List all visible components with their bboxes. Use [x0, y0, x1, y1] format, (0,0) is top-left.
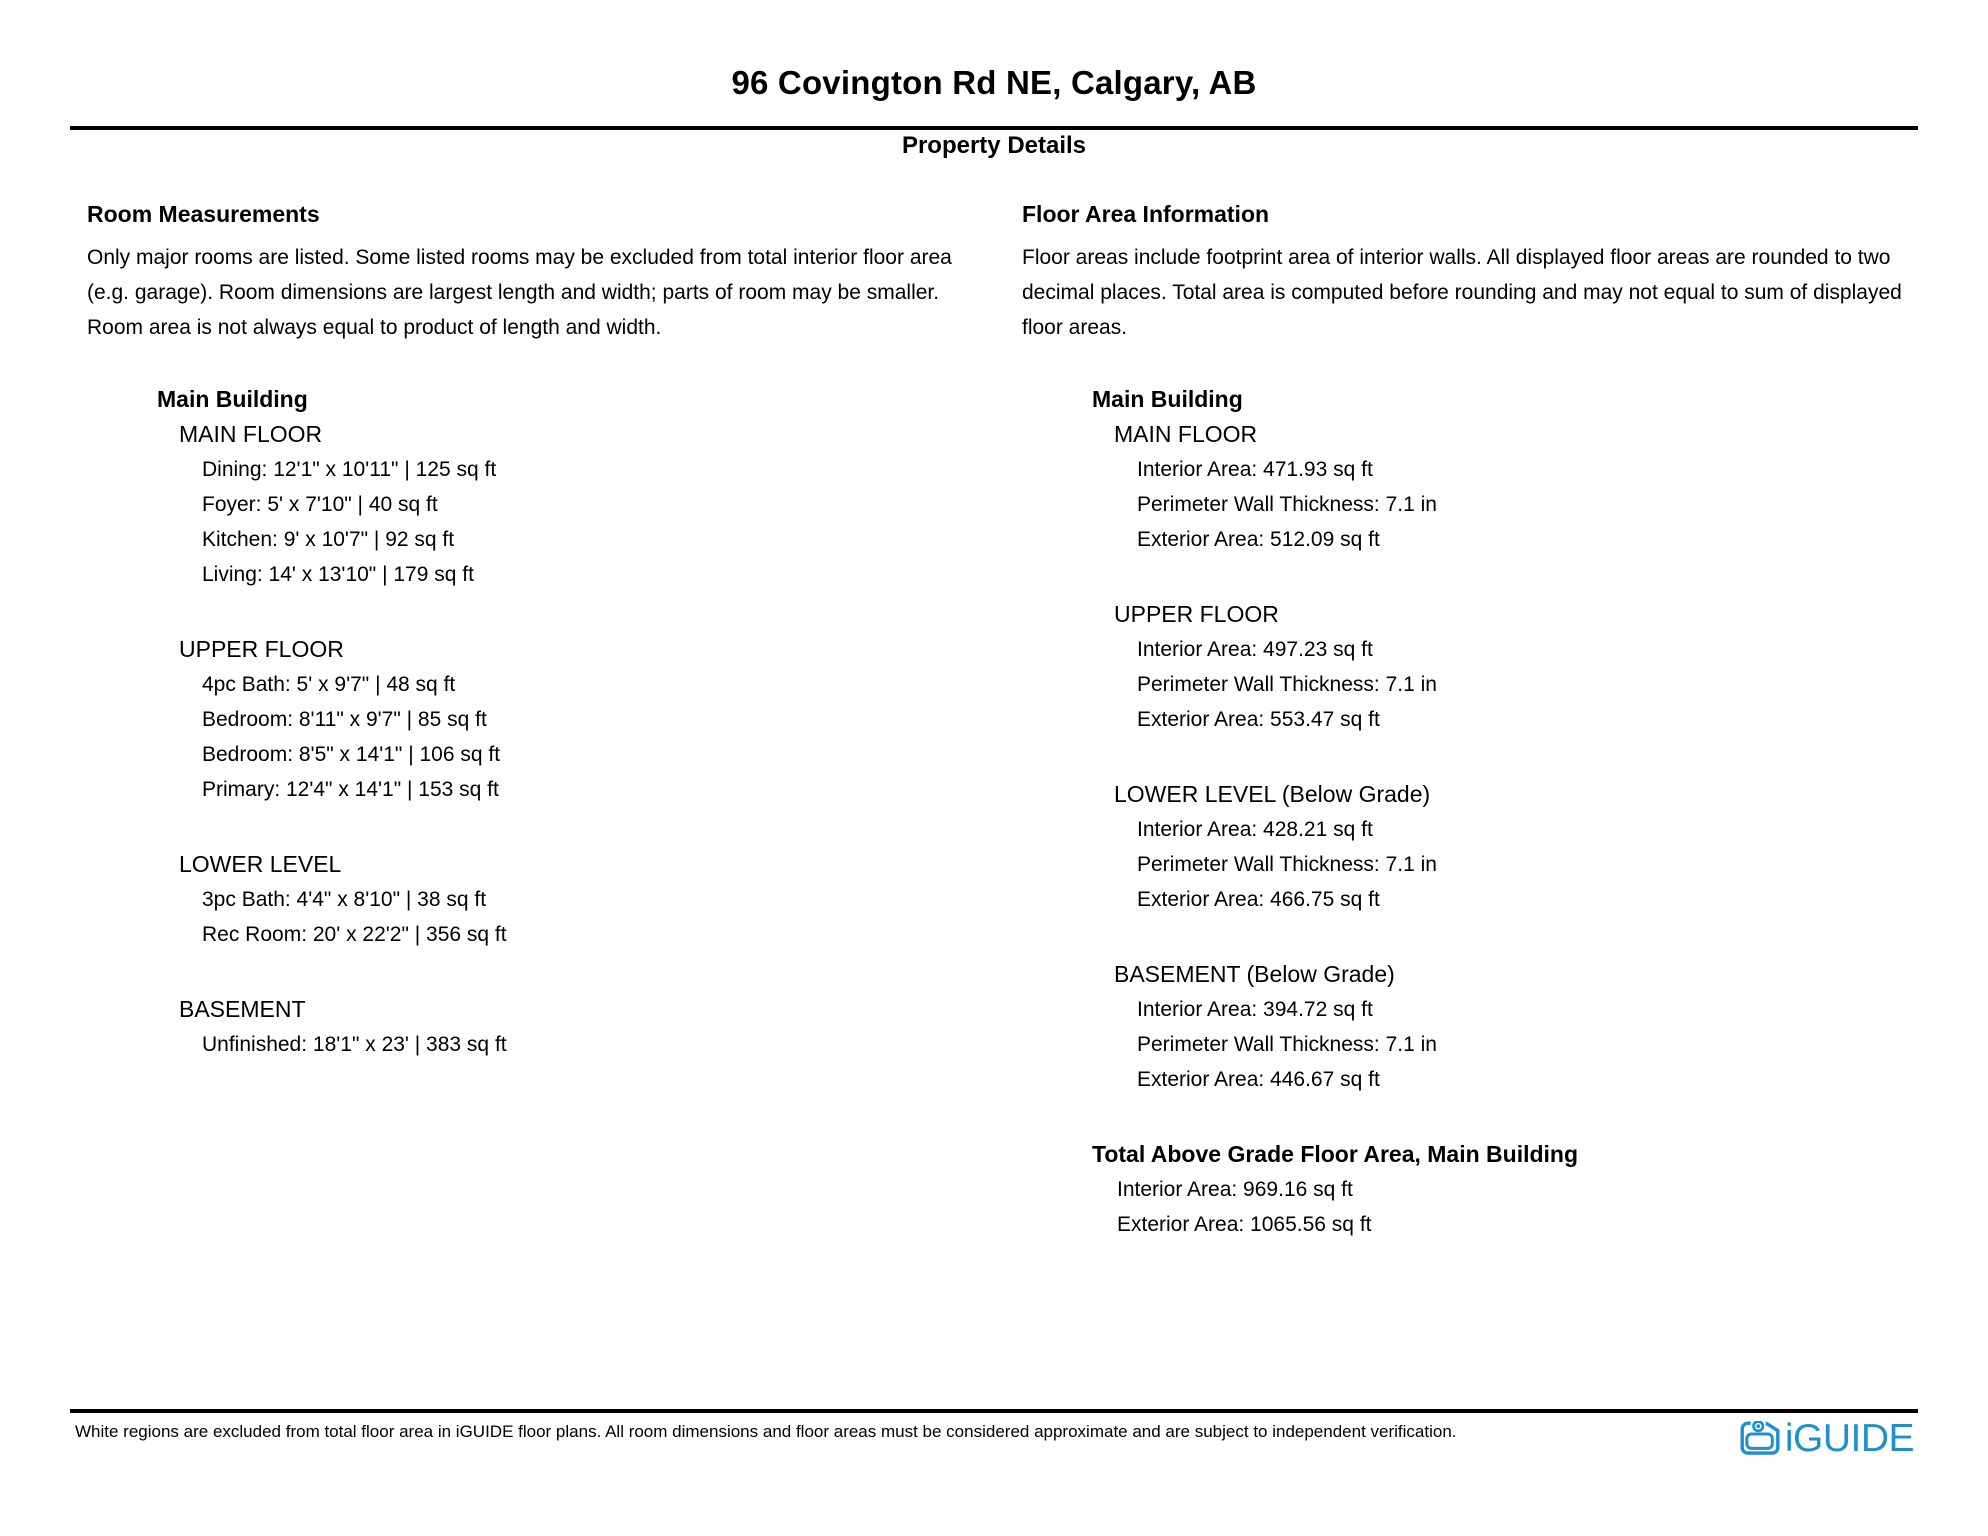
room-measurement-line: Kitchen: 9' x 10'7" | 92 sq ft	[202, 528, 455, 551]
building-name: Main Building	[1092, 386, 1243, 412]
room-measurements-floors	[179, 417, 995, 1062]
header-divider	[70, 126, 1918, 130]
room-measurement-line: Living: 14' x 13'10" | 179 sq ft	[202, 563, 474, 586]
floor-area-stat-line: Perimeter Wall Thickness: 7.1 in	[1137, 673, 1437, 696]
floor-name: LOWER LEVEL	[179, 851, 342, 877]
footer-divider	[70, 1409, 1918, 1413]
floor-area-floors	[1114, 417, 1930, 1097]
iguide-camera-icon	[1740, 1421, 1780, 1457]
floor-name: BASEMENT	[179, 996, 306, 1022]
building-name: Main Building	[157, 386, 308, 412]
footer-disclaimer: White regions are excluded from total floor area in iGUIDE floor plans. All room dimensions and floor areas must be considered approximate and are subject to independent verification.	[75, 1422, 1457, 1441]
page-title: 96 Covington Rd NE, Calgary, AB	[731, 64, 1257, 101]
floor-group	[1114, 597, 1930, 737]
total-interior-area: Interior Area: 969.16 sq ft	[1117, 1178, 1353, 1201]
total-above-grade-block	[1092, 1137, 1930, 1242]
floor-area-information-description: Floor areas include footprint area of interior walls. All displayed floor areas are rounded to two decimal places. Total area is computed before rounding and may not equal to sum of displayed floor areas.	[1022, 246, 1902, 339]
floor-name: UPPER FLOOR	[179, 636, 344, 662]
floor-group	[1114, 777, 1930, 917]
room-measurements-heading: Room Measurements	[87, 201, 320, 227]
floor-group	[179, 632, 995, 807]
iguide-logo-text: iGUIDE	[1784, 1417, 1914, 1460]
floor-group	[1114, 957, 1930, 1097]
floor-area-stat-line: Exterior Area: 466.75 sq ft	[1137, 888, 1380, 911]
floor-area-stat-line: Exterior Area: 512.09 sq ft	[1137, 528, 1380, 551]
floor-group	[179, 417, 995, 592]
floor-area-stat-line: Interior Area: 394.72 sq ft	[1137, 998, 1373, 1021]
room-measurement-line: Bedroom: 8'5" x 14'1" | 106 sq ft	[202, 743, 501, 766]
room-measurement-line: Bedroom: 8'11" x 9'7" | 85 sq ft	[202, 708, 487, 731]
floor-area-stat-line: Interior Area: 428.21 sq ft	[1137, 818, 1373, 841]
room-measurement-line: Rec Room: 20' x 22'2" | 356 sq ft	[202, 923, 507, 946]
floor-area-information-heading: Floor Area Information	[1022, 201, 1270, 227]
page-subtitle: Property Details	[901, 132, 1087, 159]
room-measurement-line: 4pc Bath: 5' x 9'7" | 48 sq ft	[202, 673, 456, 696]
floor-area-information-section	[1022, 200, 1930, 1242]
floor-name: LOWER LEVEL (Below Grade)	[1114, 781, 1431, 807]
floor-name: UPPER FLOOR	[1114, 601, 1279, 627]
floor-area-stat-line: Perimeter Wall Thickness: 7.1 in	[1137, 1033, 1437, 1056]
floor-name: MAIN FLOOR	[1114, 421, 1258, 447]
floor-area-stat-line: Exterior Area: 553.47 sq ft	[1137, 708, 1380, 731]
floor-name: MAIN FLOOR	[179, 421, 323, 447]
total-above-grade-heading: Total Above Grade Floor Area, Main Building	[1092, 1141, 1579, 1167]
room-measurement-line: Unfinished: 18'1" x 23' | 383 sq ft	[202, 1033, 507, 1056]
floor-area-stat-line: Perimeter Wall Thickness: 7.1 in	[1137, 853, 1437, 876]
room-measurement-line: Foyer: 5' x 7'10" | 40 sq ft	[202, 493, 438, 516]
room-measurement-line: 3pc Bath: 4'4" x 8'10" | 38 sq ft	[202, 888, 487, 911]
floor-group	[179, 992, 995, 1062]
room-measurements-description: Only major rooms are listed. Some listed rooms may be excluded from total interior floor area (e.g. garage). Room dimensions are largest length and width; parts of room may be smaller. Room area is not always equal to product of length and width.	[87, 246, 952, 339]
floor-area-stat-line: Interior Area: 497.23 sq ft	[1137, 638, 1373, 661]
floor-area-stat-line: Interior Area: 471.93 sq ft	[1137, 458, 1373, 481]
room-measurements-section	[87, 200, 995, 1102]
floor-area-stat-line: Exterior Area: 446.67 sq ft	[1137, 1068, 1380, 1091]
floor-area-stat-line: Perimeter Wall Thickness: 7.1 in	[1137, 493, 1437, 516]
room-measurement-line: Primary: 12'4" x 14'1" | 153 sq ft	[202, 778, 499, 801]
floor-group	[179, 847, 995, 952]
floor-group	[1114, 417, 1930, 557]
total-exterior-area: Exterior Area: 1065.56 sq ft	[1117, 1213, 1372, 1236]
iguide-logo	[1740, 1419, 1914, 1459]
room-measurement-line: Dining: 12'1" x 10'11" | 125 sq ft	[202, 458, 497, 481]
floor-name: BASEMENT (Below Grade)	[1114, 961, 1395, 987]
